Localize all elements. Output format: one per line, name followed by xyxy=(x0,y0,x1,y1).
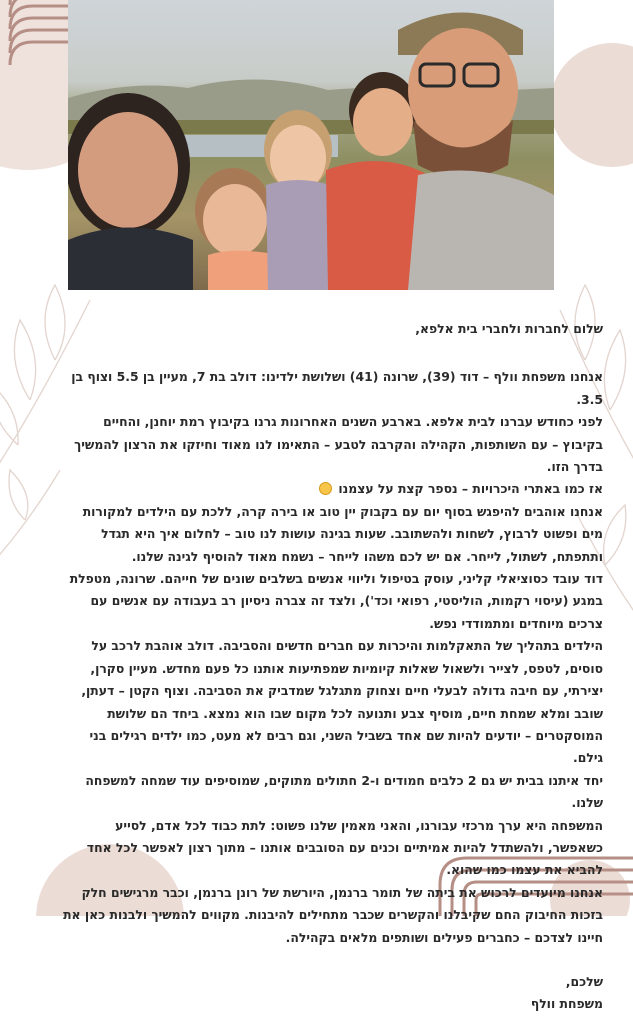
letter-paragraph: דוד עובד כסוציאלי קליני, עוסק בטיפול וליווי אנשים בשלבים שונים של חייהם. שרונה, מטפלת במגע (עיסוי רקמות, הוליסטי, רפואי וכד'), ולצד זה צברה ניסיון רב בעבודה עם אנשים עם צרכים מיוחדים ומתמודדי נפש. xyxy=(69,571,603,631)
letter-signature: משפחת וולף xyxy=(530,996,603,1012)
letter-closing: שלכם, xyxy=(565,973,603,989)
letter-paragraph-with-emoji xyxy=(60,478,603,500)
letter-paragraph: אנחנו משפחת וולף – דוד (39), שרונה (41) ושלושת ילדינו: דולב בת 7, מעיין בן 5.5 וצוף בן 3.5. xyxy=(71,369,603,407)
letter-paragraph-text: אז כמו באתרי היכרויות – נספר קצת על עצמנו xyxy=(338,481,603,497)
smiley-emoji-icon xyxy=(319,482,332,495)
welcome-letter xyxy=(60,318,603,1016)
family-photo-illustration xyxy=(68,0,554,290)
letter-paragraph: יחד איתנו בבית יש גם 2 כלבים חמודים ו-2 חתולים מתוקים, שמוסיפים עוד שמחה למשפחה שלנו. xyxy=(85,772,603,811)
letter-paragraph: המשפחה היא ערך מרכזי עבורנו, והאני מאמין שלנו פשוט: לתת כבוד לכל אדם, לסייע כשאפשר, ולהשתדל להיות אמיתיים וכנים עם הסובבים אותנו – מתוך רצון לאפשר לכל אחד להביא את עצמו כמו שהוא. xyxy=(86,817,603,878)
letter-paragraph: לפני כחודש עברנו לבית אלפא. בארבע השנים האחרונות גרנו בקיבוץ רמת יוחנן, והחיים בקיבוץ – עם השותפות, הקהילה והקרבה לטבע – התאימו לנו מאוד וחיזקו את הרצון להמשיך בדרך הזו. xyxy=(74,414,603,475)
letter-paragraph: אנחנו מיועדים לרכוש את ביתה של תומר ברנמן, היורשת של רונן ברנמן, וכבר מרגישים חלק בזכות החיבוק החם שקיבלנו והקשרים שכבר מתחילים להיבנות. מקווים להמשיך ולבנות כאן את חיינו לצדכם – כחברים פעילים ושותפים מלאים בקהילה. xyxy=(63,884,603,945)
letter-greeting: שלום לחברות ולחברי בית אלפא, xyxy=(415,321,603,336)
letter-paragraph: הילדים בתהליך של התאקלמות והיכרות עם חברים חדשים והסביבה. דולב אוהבת לרכב על סוסים, לטפס, לצייר ולשאול שאלות קיומיות שמפתיעות אותנו כל פעם מחדש. מעיין סקרן, יצירתי, עם חיבה גדולה לבעלי חיים וצחוק מתגלגל שמדביק את הסביבה. וצוף הקטן – דעתן, שובב ומלא שמחת חיים, מוסיף צבע ותנועה לכל מקום שבו הוא נמצא. ביחד הם שלושת המוסקטרים – יודעים להיות שם אחד בשביל השני, וגם רבים לא מעט, כמו ילדים רגילים בני גילם. xyxy=(81,638,603,766)
family-photo xyxy=(68,0,554,290)
letter-paragraph: אנחנו אוהבים להיפגש בסוף יום עם בקבוק יין טוב או בירה קרה, ללכת עם הילדים למקורות מים ופשוט לרבוץ, לשחות ולהשתובב. שעות בגינה עושות לנו טוב – לחלום איך היא תגדל ותתפתח, לשתול, לייחר. אם יש לכם משהו לייחר – נשמח מאוד להוסיף לגינה שלנו. xyxy=(82,503,603,564)
